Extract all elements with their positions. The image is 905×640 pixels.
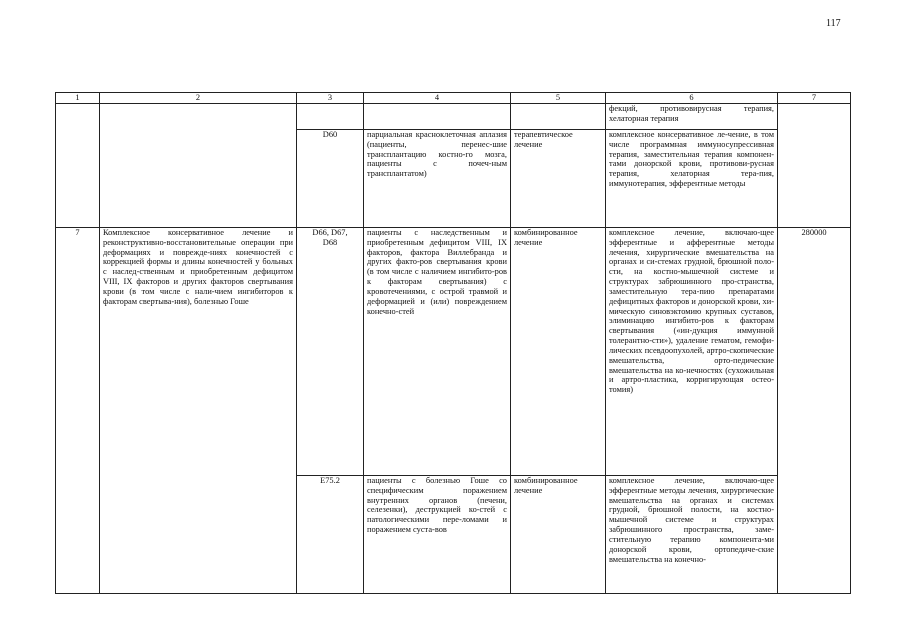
cell-code-d60: D60: [297, 130, 364, 228]
medical-care-table: [55, 92, 851, 594]
page-number: 117: [826, 18, 841, 29]
cell-empty-name: [100, 104, 297, 228]
column-header-1: 1: [56, 93, 100, 104]
cell-empty-norm: [778, 104, 851, 228]
cell-patient-model-sub2: пациенты с болезнью Гоше со специфическим поражением внутренних органов (печени, селезенки), деструкцией ко-стей с патологическими пере-ломами и поражением суста-вов: [364, 476, 511, 594]
cell-empty-type: [511, 104, 606, 130]
cell-empty-code: [297, 104, 364, 130]
cell-methods-sub2: комплексное лечение, включаю-щее эфферентные методы лечения, хирургические вмешательства на органах и системах грудной, брюшной полости, на костно-мышечной системе и структурах забрюшинного пространства, заме-стительную терапию компонента-ми донорской крови, ортопедиче-ские вмешательства на конечно-: [606, 476, 778, 594]
column-header-3: 3: [297, 93, 364, 104]
cell-treatment-type-d60: терапевтическое лечение: [511, 130, 606, 228]
code-line-1: D66, D67,: [312, 228, 348, 237]
code-line-2: D68: [322, 237, 338, 247]
column-header-7: 7: [778, 93, 851, 104]
cell-code-sub2: E75.2: [297, 476, 364, 594]
cell-treatment-type-sub2: комбинированное лечение: [511, 476, 606, 594]
cell-empty-model: [364, 104, 511, 130]
cell-treatment-type-sub1: комбинированное лечение: [511, 228, 606, 476]
column-header-2: 2: [100, 93, 297, 104]
cell-group-name: Комплексное консервативное лечение и реконструктивно-восстановительные операции при деформациях и поврежде-ниях конечностей с коррекцией формы и длины конечностей у больных с наслед-ственным и приобретенным дефицитом VIII, IX факторов и других факторов свертывания крови (в том числе с нали-чием ингибиторов к факторам свертыва-ния), болезнью Гоше: [100, 228, 297, 594]
cell-methods-d60: комплексное консервативное ле-чение, в том числе программная иммуносупрессивная терапия, заместительная терапия компонен-тами донорской крови, противови-русная терапия, хелаторная тера-пия, иммунотерапия, эфферентные методы: [606, 130, 778, 228]
column-header-5: 5: [511, 93, 606, 104]
column-header-6: 6: [606, 93, 778, 104]
table-row-continued: [56, 104, 851, 130]
cell-group-number: 7: [56, 228, 100, 594]
cell-methods-continued: фекций, противовирусная терапия, хелаторная терапия: [606, 104, 778, 130]
cell-methods-sub1: комплексное лечение, включаю-щее эфферентные и афферентные методы лечения, хирургические вмешательства на органах и си-стемах грудной, брюшной поло-сти, на костно-мышечной системе и структурах забрюшинного про-странства, заместительную тера-пию препаратами дефицитных факторов и донорской крови, хи-мическую синовэктомию крупных суставов, элиминацию ингибито-ров к факторам свертывания («ин-дукция иммунной толерантно-сти»), удаление гематом, гемофи-лических псевдоопухолей, артро-скопические вмешательства, орто-педические вмешательства на ко-нечностях (сухожильная и артро-пластика, корригирующая остео-томия): [606, 228, 778, 476]
cell-norm: 280000: [778, 228, 851, 594]
header-row: [56, 93, 851, 104]
table-row-group7-sub1: [56, 228, 851, 476]
cell-patient-model-d60: парциальная красноклеточная аплазия (пациенты, перенес-шие трансплантацию костно-го мозга, пациенты с почеч-ным трансплантатом): [364, 130, 511, 228]
cell-empty-number: [56, 104, 100, 228]
column-header-4: 4: [364, 93, 511, 104]
cell-patient-model-sub1: пациенты с наследственным и приобретенным дефицитом VIII, IX факторов, фактора Виллебранда и других факто-ров свертывания крови (в том числе с наличием ингибито-ров к факторам свертывания) с кровотечениями, с острой травмой и деформацией и (или) повреждением конечно-стей: [364, 228, 511, 476]
cell-codes-sub1: [297, 228, 364, 476]
